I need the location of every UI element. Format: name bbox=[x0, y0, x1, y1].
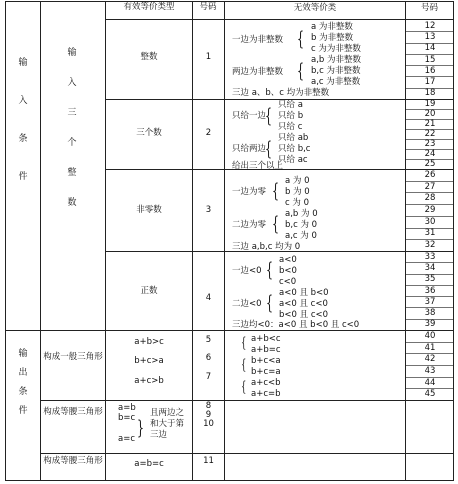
brace: { bbox=[272, 178, 280, 202]
valid-number-3: 3 bbox=[205, 205, 212, 215]
invalid-number-cell: 18 bbox=[424, 88, 436, 99]
valid-number-8: 8 bbox=[205, 401, 212, 411]
invalid-number-cell: 16 bbox=[424, 65, 436, 76]
brace: { bbox=[265, 136, 273, 160]
brace: { bbox=[241, 379, 247, 395]
invalid-line: a<0 bbox=[279, 255, 297, 265]
invalid-line: a+b=c bbox=[251, 345, 281, 355]
valid-line: b+c>a bbox=[134, 356, 164, 366]
invalid-number-cell: 39 bbox=[424, 319, 436, 330]
valid-line: a=c bbox=[118, 434, 136, 444]
invalid-number-cell: 37 bbox=[424, 296, 436, 307]
invalid-number-cell: 28 bbox=[424, 193, 436, 204]
invalid-line: a+c<b bbox=[251, 378, 281, 388]
brace: { bbox=[241, 357, 247, 373]
invalid-number-cell: 45 bbox=[424, 389, 436, 400]
invalid-line: 三边 a,b,c 均为 0 bbox=[232, 242, 301, 252]
brace: { bbox=[265, 103, 273, 127]
invalid-line: 二边<0 bbox=[232, 299, 262, 309]
valid-class-three-numbers: 三个数 bbox=[136, 128, 162, 138]
invalid-number-cell: 24 bbox=[424, 149, 436, 159]
invalid-line: c<0 bbox=[279, 277, 297, 287]
invalid-line: b+c<a bbox=[251, 356, 281, 366]
valid-class-positive: 正数 bbox=[140, 286, 158, 296]
invalid-number-cell: 14 bbox=[424, 43, 436, 54]
invalid-line: 二边为零 bbox=[232, 220, 267, 230]
invalid-number-cell: 30 bbox=[424, 216, 436, 227]
invalid-line: a,c 为 0 bbox=[285, 231, 317, 241]
brace: { bbox=[297, 26, 305, 50]
invalid-number-cell: 35 bbox=[424, 274, 436, 285]
invalid-number-cell: 26 bbox=[424, 169, 436, 180]
brace: { bbox=[266, 257, 274, 281]
invalid-line: 三边均<0：a<0 且 b<0 且 c<0 bbox=[232, 320, 360, 330]
invalid-line: b+c=a bbox=[251, 367, 281, 377]
invalid-number-cell: 43 bbox=[424, 365, 436, 376]
valid-class-integer: 整数 bbox=[140, 52, 158, 62]
header-valid-number: 号码 bbox=[199, 2, 217, 12]
valid-line: a=b=c bbox=[134, 459, 164, 469]
invalid-number-cell: 13 bbox=[424, 31, 436, 42]
invalid-line: a+c=b bbox=[251, 389, 281, 399]
invalid-number-cell: 33 bbox=[424, 251, 436, 262]
invalid-number-cell: 38 bbox=[424, 308, 436, 319]
invalid-number-cell: 36 bbox=[424, 285, 436, 296]
valid-number-1: 1 bbox=[205, 52, 212, 62]
invalid-number-cell: 19 bbox=[424, 99, 436, 109]
header-invalid-number: 号码 bbox=[420, 3, 438, 13]
brace: { bbox=[297, 58, 305, 82]
invalid-line: b,c 为 0 bbox=[285, 220, 318, 230]
invalid-number-cell: 23 bbox=[424, 139, 436, 149]
invalid-number-cell: 31 bbox=[424, 228, 436, 239]
invalid-line: 只给 ab bbox=[278, 133, 309, 143]
invalid-number-cell: 21 bbox=[424, 119, 436, 129]
invalid-line: b<0 bbox=[279, 266, 297, 276]
valid-note: 且两边之和大于第三边 bbox=[150, 408, 185, 440]
valid-number-10: 10 bbox=[203, 419, 214, 429]
valid-number-6: 6 bbox=[205, 353, 212, 363]
brace: { bbox=[266, 290, 274, 314]
invalid-number-cell: 32 bbox=[424, 240, 436, 251]
invalid-number-cell: 42 bbox=[424, 354, 436, 365]
valid-line: a+b>c bbox=[134, 337, 164, 347]
invalid-line: a,b 为 0 bbox=[285, 209, 318, 219]
invalid-number-cell: 20 bbox=[424, 109, 436, 119]
valid-number-4: 4 bbox=[205, 293, 212, 303]
invalid-line: 只给 ac bbox=[278, 155, 308, 165]
valid-number-5: 5 bbox=[205, 335, 212, 345]
invalid-line: c 为为非整数 bbox=[311, 44, 361, 54]
invalid-number-cell: 15 bbox=[424, 54, 436, 65]
invalid-line: c 为 0 bbox=[285, 198, 309, 208]
valid-number-7: 7 bbox=[205, 372, 212, 382]
valid-class-nonzero: 非零数 bbox=[136, 205, 162, 215]
output-condition-general-triangle: 构成一般三角形 bbox=[43, 352, 103, 362]
valid-line: b=c bbox=[118, 413, 136, 423]
invalid-line: 三边 a、b、c 均为非整数 bbox=[232, 88, 330, 98]
invalid-line: b<0 且 c<0 bbox=[279, 310, 329, 320]
valid-number-9: 9 bbox=[205, 410, 212, 420]
valid-line: a=b bbox=[118, 403, 136, 413]
invalid-line: 给出三个以上 bbox=[232, 161, 284, 171]
valid-number-2: 2 bbox=[205, 128, 212, 138]
brace: } bbox=[137, 415, 145, 439]
input-section-label: 输入条件 bbox=[18, 58, 28, 182]
invalid-number-cell: 34 bbox=[424, 262, 436, 273]
invalid-line: 只给 b bbox=[278, 111, 304, 121]
invalid-line: a<0 且 b<0 bbox=[279, 288, 329, 298]
invalid-line: 只给一边 bbox=[232, 111, 267, 121]
invalid-number-cell: 22 bbox=[424, 129, 436, 139]
invalid-line: a 为 0 bbox=[285, 176, 310, 186]
invalid-line: b 为非整数 bbox=[311, 33, 354, 43]
invalid-number-cell: 29 bbox=[424, 205, 436, 215]
invalid-number-cell: 40 bbox=[424, 330, 436, 341]
invalid-line: a,b 为非整数 bbox=[311, 55, 362, 65]
invalid-line: 一边为零 bbox=[232, 187, 267, 197]
output-section-label: 输出条件 bbox=[18, 349, 28, 416]
brace: { bbox=[272, 211, 280, 235]
invalid-line: 两边为非整数 bbox=[232, 67, 284, 77]
invalid-line: a 为非整数 bbox=[311, 22, 353, 32]
invalid-line: 只给两边 bbox=[232, 144, 267, 154]
invalid-line: a,c 为非整数 bbox=[311, 77, 361, 87]
invalid-line: 一边为非整数 bbox=[232, 35, 284, 45]
input-condition: 输入三个整数 bbox=[67, 48, 77, 208]
invalid-line: 只给 a bbox=[278, 100, 303, 110]
valid-number-11: 11 bbox=[203, 456, 214, 466]
valid-line: a+c>b bbox=[134, 376, 164, 386]
invalid-line: a<0 且 c<0 bbox=[279, 299, 328, 309]
invalid-line: a+b<c bbox=[251, 334, 281, 344]
invalid-line: 只给 b,c bbox=[278, 144, 311, 154]
invalid-number-cell: 27 bbox=[424, 181, 436, 192]
invalid-number-cell: 12 bbox=[424, 20, 436, 31]
brace: { bbox=[241, 335, 247, 351]
invalid-line: b 为 0 bbox=[285, 187, 310, 197]
header-invalid-class: 无效等价类 bbox=[293, 3, 337, 13]
invalid-number-cell: 41 bbox=[424, 342, 436, 353]
invalid-number-cell: 17 bbox=[424, 77, 436, 88]
output-condition-equilateral: 构成等腰三角形 bbox=[43, 456, 103, 466]
output-condition-isosceles: 构成等腰三角形 bbox=[43, 407, 103, 417]
invalid-line: 只给 c bbox=[278, 122, 303, 132]
header-valid-class: 有效等价类型 bbox=[123, 2, 175, 12]
invalid-number-cell: 25 bbox=[424, 159, 436, 169]
invalid-line: 一边<0 bbox=[232, 266, 262, 276]
invalid-number-cell: 44 bbox=[424, 377, 436, 388]
invalid-line: b,c 为非整数 bbox=[311, 66, 361, 76]
